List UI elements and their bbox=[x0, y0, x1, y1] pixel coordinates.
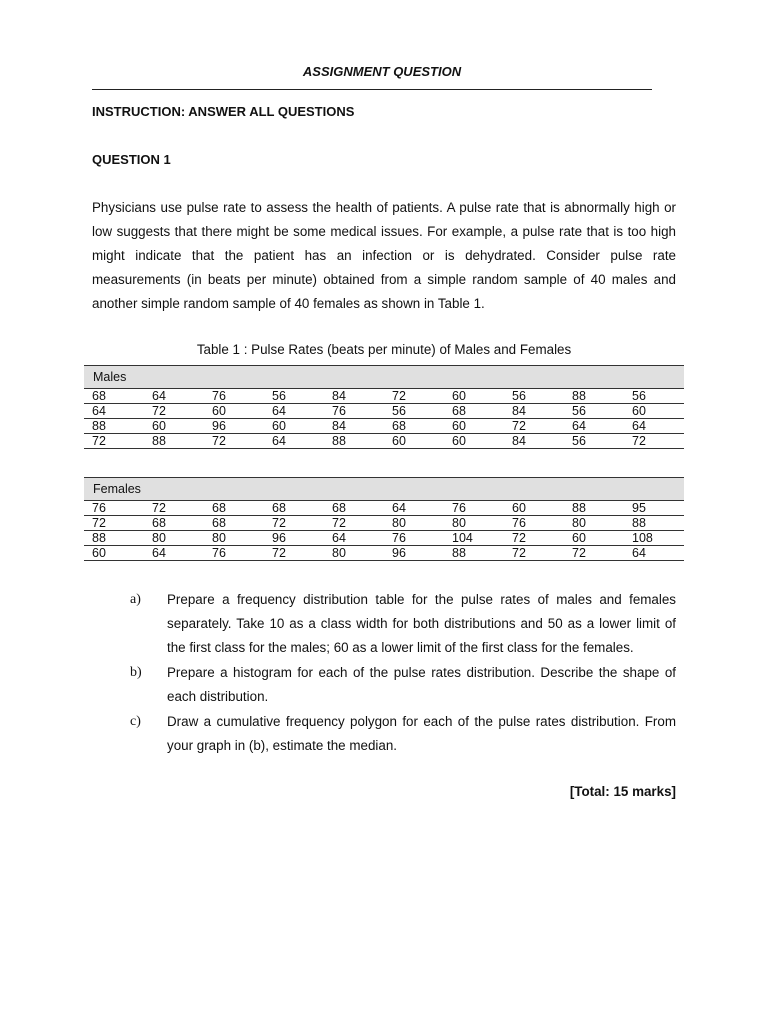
table-cell: 80 bbox=[204, 531, 264, 546]
sub-question-item bbox=[130, 588, 676, 660]
table-cell: 56 bbox=[564, 434, 624, 449]
sub-question-text: Prepare a frequency distribution table for the pulse rates of males and females separately. Take 10 as a class width for both distributions and 50 as a lower limit of the first class for the males; 60 as a lower limit of the first class for the females. bbox=[167, 592, 676, 655]
table-cell: 64 bbox=[264, 434, 324, 449]
table-cell: 68 bbox=[84, 389, 144, 404]
table-caption: Table 1 : Pulse Rates (beats per minute) of Males and Females bbox=[196, 342, 572, 357]
table-cell: 72 bbox=[144, 501, 204, 516]
table-cell: 84 bbox=[324, 389, 384, 404]
table-cell: 68 bbox=[144, 516, 204, 531]
table-cell: 80 bbox=[144, 531, 204, 546]
sub-question-label: b) bbox=[130, 665, 142, 680]
table-cell: 76 bbox=[204, 546, 264, 561]
table-cell: 84 bbox=[324, 419, 384, 434]
table-cell: 68 bbox=[384, 419, 444, 434]
table-cell: 88 bbox=[564, 501, 624, 516]
table-cell: 60 bbox=[504, 501, 564, 516]
table-cell: 60 bbox=[624, 404, 684, 419]
table-cell: 56 bbox=[624, 389, 684, 404]
table-cell: 60 bbox=[444, 419, 504, 434]
females-header-row bbox=[84, 478, 684, 501]
table-cell: 72 bbox=[504, 546, 564, 561]
table-row bbox=[84, 516, 684, 531]
table-cell: 60 bbox=[264, 419, 324, 434]
table-cell: 84 bbox=[504, 404, 564, 419]
table-cell: 56 bbox=[564, 404, 624, 419]
table-cell: 56 bbox=[384, 404, 444, 419]
table-cell: 72 bbox=[504, 531, 564, 546]
table-cell: 64 bbox=[624, 546, 684, 561]
table-cell: 72 bbox=[264, 546, 324, 561]
table-row bbox=[84, 546, 684, 561]
table-cell: 68 bbox=[204, 516, 264, 531]
table-cell: 88 bbox=[84, 531, 144, 546]
females-table-body bbox=[84, 478, 684, 561]
table-cell: 64 bbox=[264, 404, 324, 419]
table-cell: 60 bbox=[444, 434, 504, 449]
table-cell: 60 bbox=[564, 531, 624, 546]
table-cell: 64 bbox=[144, 546, 204, 561]
sub-question-item bbox=[130, 710, 676, 758]
table-cell: 60 bbox=[144, 419, 204, 434]
sub-question-label: c) bbox=[130, 714, 141, 729]
table-cell: 96 bbox=[264, 531, 324, 546]
table-cell: 88 bbox=[324, 434, 384, 449]
sub-question-list bbox=[130, 588, 676, 759]
table-cell: 76 bbox=[504, 516, 564, 531]
title-divider bbox=[92, 89, 652, 90]
table-cell: 104 bbox=[444, 531, 504, 546]
table-cell: 72 bbox=[564, 546, 624, 561]
table-cell: 88 bbox=[624, 516, 684, 531]
table-cell: 64 bbox=[144, 389, 204, 404]
table-cell: 88 bbox=[444, 546, 504, 561]
males-header-row bbox=[84, 366, 684, 389]
table-cell: 64 bbox=[324, 531, 384, 546]
table-cell: 68 bbox=[444, 404, 504, 419]
table-cell: 68 bbox=[204, 501, 264, 516]
table-cell: 72 bbox=[324, 516, 384, 531]
table-cell: 60 bbox=[84, 546, 144, 561]
table-cell: 76 bbox=[204, 389, 264, 404]
total-marks: [Total: 15 marks] bbox=[569, 784, 676, 799]
table-cell: 72 bbox=[624, 434, 684, 449]
table-row bbox=[84, 404, 684, 419]
sub-question-item bbox=[130, 661, 676, 709]
table-cell: 84 bbox=[504, 434, 564, 449]
females-group-label: Females bbox=[84, 478, 684, 501]
table-cell: 72 bbox=[84, 516, 144, 531]
instruction-text: INSTRUCTION: ANSWER ALL QUESTIONS bbox=[92, 104, 355, 119]
table-cell: 80 bbox=[564, 516, 624, 531]
table-cell: 88 bbox=[144, 434, 204, 449]
sub-question-text: Draw a cumulative frequency polygon for each of the pulse rates distribution. From your graph in (b), estimate the median. bbox=[167, 714, 676, 753]
table-cell: 64 bbox=[624, 419, 684, 434]
table-cell: 72 bbox=[144, 404, 204, 419]
question-paragraph: Physicians use pulse rate to assess the health of patients. A pulse rate that is abnormally high or low suggests that there might be some medical issues. For example, a pulse rate that is too high might indicate that the patient has an infection or is dehydrated. Consider pulse rate measurements (in beats per minute) obtained from a simple random sample of 40 males and another simple random sample of 40 females as shown in Table 1. bbox=[92, 200, 676, 311]
table-cell: 108 bbox=[624, 531, 684, 546]
table-row bbox=[84, 501, 684, 516]
table-cell: 64 bbox=[384, 501, 444, 516]
table-cell: 72 bbox=[84, 434, 144, 449]
males-table-body bbox=[84, 366, 684, 449]
females-table bbox=[84, 477, 684, 561]
table-cell: 60 bbox=[204, 404, 264, 419]
table-cell: 72 bbox=[264, 516, 324, 531]
table-cell: 96 bbox=[384, 546, 444, 561]
table-cell: 76 bbox=[444, 501, 504, 516]
table-cell: 96 bbox=[204, 419, 264, 434]
table-row bbox=[84, 389, 684, 404]
table-cell: 95 bbox=[624, 501, 684, 516]
table-cell: 76 bbox=[384, 531, 444, 546]
table-cell: 60 bbox=[444, 389, 504, 404]
table-cell: 80 bbox=[384, 516, 444, 531]
sub-question-label: a) bbox=[130, 592, 141, 607]
table-cell: 68 bbox=[324, 501, 384, 516]
assignment-title: ASSIGNMENT QUESTION bbox=[302, 64, 462, 79]
table-cell: 64 bbox=[564, 419, 624, 434]
table-cell: 88 bbox=[84, 419, 144, 434]
table-cell: 72 bbox=[504, 419, 564, 434]
males-group-label: Males bbox=[84, 366, 684, 389]
table-row bbox=[84, 531, 684, 546]
question-heading: QUESTION 1 bbox=[92, 152, 171, 167]
males-table bbox=[84, 365, 684, 449]
table-row bbox=[84, 434, 684, 449]
table-cell: 80 bbox=[324, 546, 384, 561]
table-cell: 56 bbox=[504, 389, 564, 404]
table-cell: 72 bbox=[384, 389, 444, 404]
table-cell: 68 bbox=[264, 501, 324, 516]
table-row bbox=[84, 419, 684, 434]
table-cell: 88 bbox=[564, 389, 624, 404]
table-cell: 64 bbox=[84, 404, 144, 419]
table-cell: 56 bbox=[264, 389, 324, 404]
table-cell: 72 bbox=[204, 434, 264, 449]
table-cell: 80 bbox=[444, 516, 504, 531]
table-cell: 60 bbox=[384, 434, 444, 449]
table-cell: 76 bbox=[324, 404, 384, 419]
sub-question-text: Prepare a histogram for each of the pulse rates distribution. Describe the shape of each distribution. bbox=[167, 665, 676, 704]
table-cell: 76 bbox=[84, 501, 144, 516]
